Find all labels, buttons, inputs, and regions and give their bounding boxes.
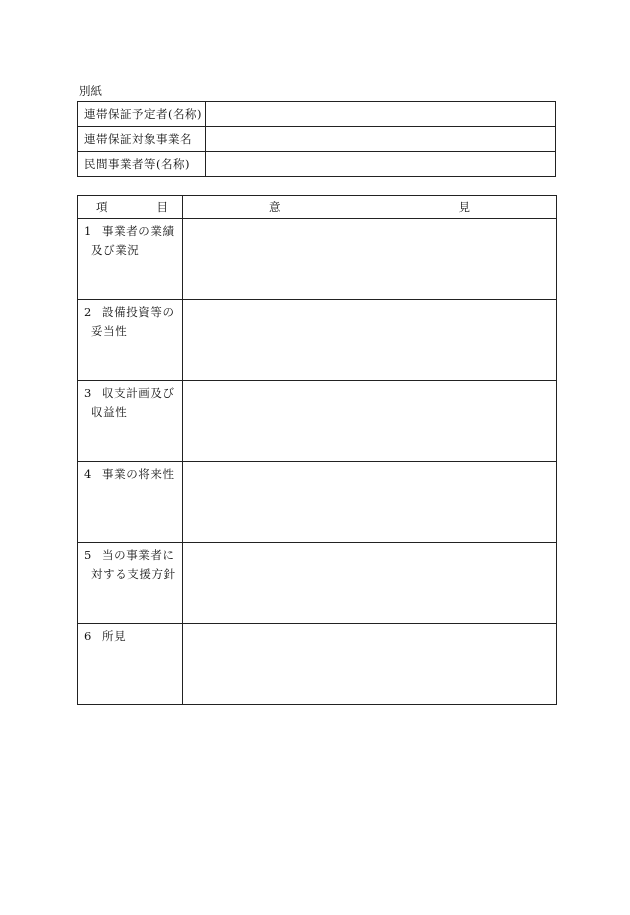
info-row-guarantor (78, 102, 556, 127)
row-1-label-line1: 事業者の業績 (102, 224, 175, 238)
row-2-number: 2 (84, 305, 92, 319)
row-4-opinion-cell[interactable] (183, 462, 557, 543)
row-2-label-line1: 設備投資等の (102, 305, 175, 319)
info-row-project (78, 127, 556, 152)
row-2-label-cell (78, 300, 183, 381)
row-6-number: 6 (84, 629, 92, 643)
opinion-row-2 (78, 300, 557, 381)
row-6-label-char-1: 所 (102, 629, 115, 643)
row-4-number: 4 (84, 467, 92, 481)
row-1-number: 1 (84, 224, 92, 238)
header-item-char-1: 項 (96, 200, 108, 214)
opinion-row-3 (78, 381, 557, 462)
opinion-row-6 (78, 624, 557, 705)
row-6-opinion-cell[interactable] (183, 624, 557, 705)
row-5-label-line1: 当の事業者に (102, 548, 175, 562)
header-opinion (183, 196, 557, 219)
opinion-row-1 (78, 219, 557, 300)
header-item-char-2: 目 (156, 200, 168, 214)
attachment-label: 別紙 (79, 84, 102, 98)
header-opinion-char-1: 意 (269, 200, 281, 214)
row-3-label-line2: 収益性 (91, 405, 128, 419)
row-5-label-cell (78, 543, 183, 624)
info-label-project: 連帯保証対象事業名 (78, 127, 206, 152)
row-3-number: 3 (84, 386, 92, 400)
row-4-label-cell (78, 462, 183, 543)
info-value-project[interactable] (205, 127, 555, 152)
info-row-business (78, 152, 556, 177)
info-value-guarantor[interactable] (205, 102, 555, 127)
row-2-opinion-cell[interactable] (183, 300, 557, 381)
row-3-label-cell (78, 381, 183, 462)
row-1-label-cell (78, 219, 183, 300)
row-3-label-line1: 収支計画及び (102, 386, 175, 400)
opinion-header-row (78, 196, 557, 219)
row-5-number: 5 (84, 548, 92, 562)
opinion-row-4 (78, 462, 557, 543)
row-3-opinion-cell[interactable] (183, 381, 557, 462)
row-5-label-line2: 対する支援方針 (91, 567, 176, 581)
guarantee-info-table (77, 101, 556, 177)
info-value-business[interactable] (205, 152, 555, 177)
row-1-opinion-cell[interactable] (183, 219, 557, 300)
row-4-label-line1: 事業の将来性 (102, 467, 175, 481)
row-5-opinion-cell[interactable] (183, 543, 557, 624)
opinion-row-5 (78, 543, 557, 624)
opinion-table (77, 195, 557, 705)
row-1-label-line2: 及び業況 (91, 243, 140, 257)
header-item (78, 196, 183, 219)
row-6-label-char-2: 見 (114, 629, 127, 643)
info-label-guarantor: 連帯保証予定者(名称) (78, 102, 206, 127)
info-label-business: 民間事業者等(名称) (78, 152, 206, 177)
row-6-label-cell (78, 624, 183, 705)
header-opinion-char-2: 見 (458, 200, 470, 214)
row-2-label-line2: 妥当性 (91, 324, 128, 338)
